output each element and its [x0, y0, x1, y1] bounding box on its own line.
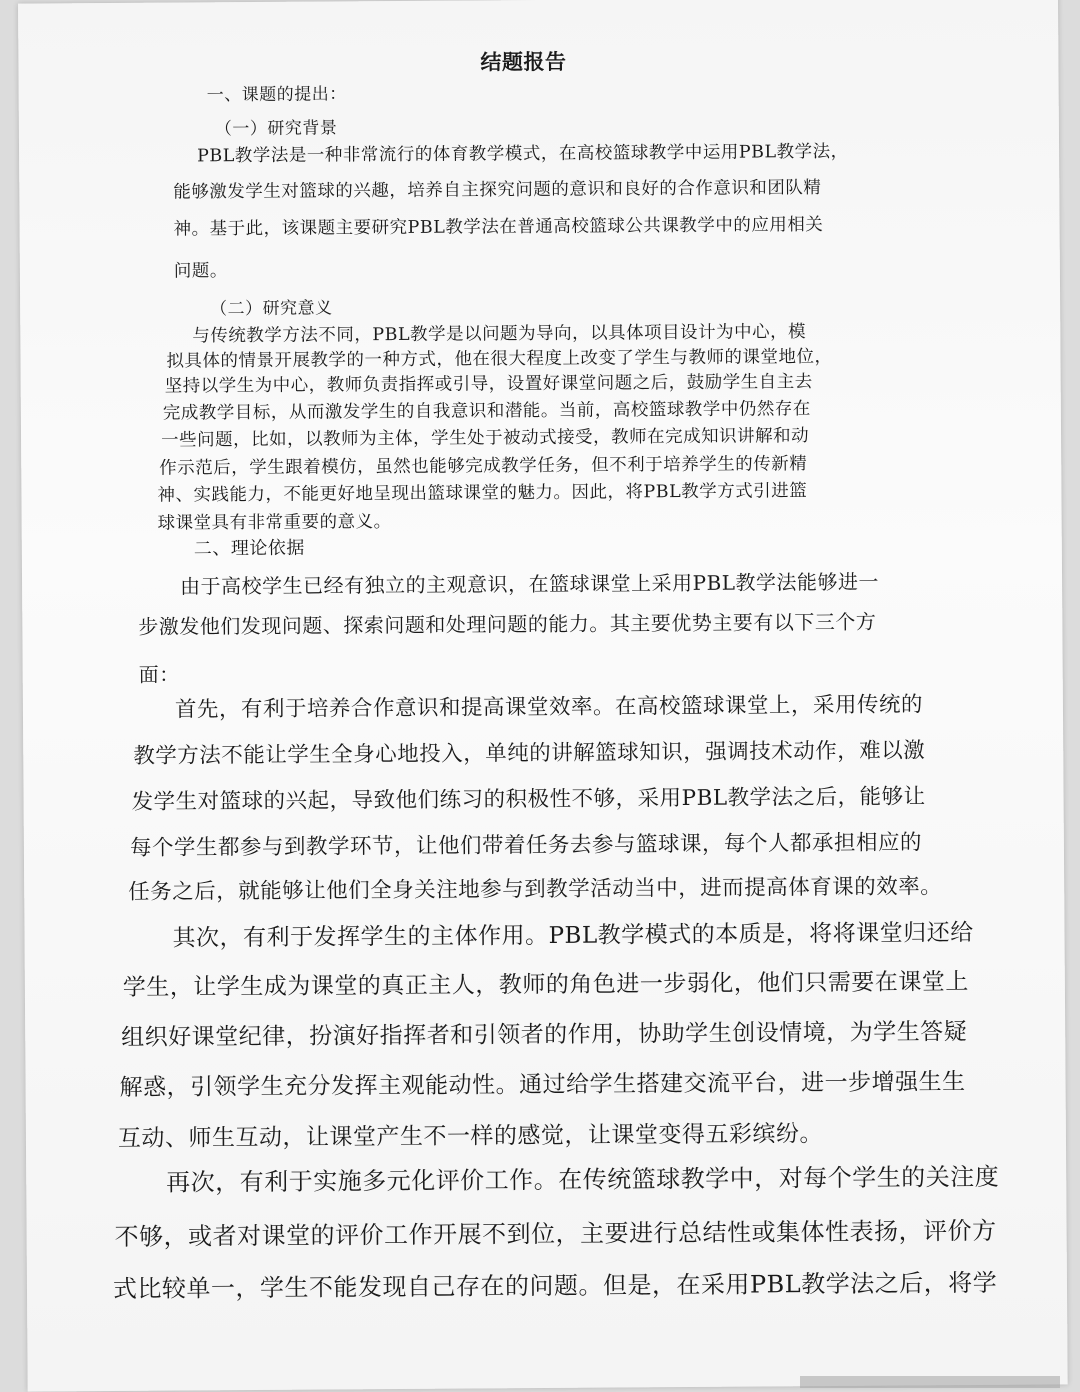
paragraph-line: 拟具体的情景开展教学的一种方式，他在很大程度上改变了学生与教师的课堂地位， — [166, 346, 833, 372]
paragraph-line: 与传统教学方法不同，PBL教学是以问题为导向，以具体项目设计为中心，模 — [192, 322, 807, 347]
paragraph-line: 组织好课堂纪律，扮演好指挥者和引领者的作用，协助学生创设情境，为学生答疑 — [121, 1019, 968, 1051]
paragraph-line: 步激发他们发现问题、探索问题和处理问题的能力。其主要优势主要有以下三个方 — [138, 609, 877, 639]
paragraph-line: 再次，有利于实施多元化评价工作。在传统篮球教学中，对每个学生的关注度 — [166, 1162, 1000, 1197]
document-title: 结题报告 — [480, 48, 567, 75]
document-page — [18, 0, 1068, 1392]
paragraph-line: 式比较单一，学生不能发现自己存在的问题。但是，在采用PBL教学法之后，将学 — [112, 1268, 998, 1303]
paragraph-line: 解惑，引领学生充分发挥主观能动性。通过给学生搭建交流平台，进一步增强生生 — [119, 1069, 966, 1101]
paragraph-line: 由于高校学生已经有独立的主观意识，在篮球课堂上采用PBL教学法能够进一 — [180, 569, 880, 599]
section-heading-2: 二、理论依据 — [193, 537, 305, 560]
paragraph-line: 每个学生都参与到教学环节，让他们带着任务去参与篮球课，每个人都承担相应的 — [129, 830, 922, 861]
paragraph-line: 首先，有利于培养合作意识和提高课堂效率。在高校篮球课堂上，采用传统的 — [174, 692, 924, 723]
paragraph-line: PBL教学法是一种非常流行的体育教学模式，在高校篮球教学中运用PBL教学法， — [197, 141, 849, 167]
subsection-heading-background: （一）研究背景 — [214, 118, 338, 140]
paragraph-line: 其次，有利于发挥学生的主体作用。PBL教学模式的本质是，将将课堂归还给 — [172, 919, 974, 952]
paragraph-line: 能够激发学生对篮球的兴趣，培养自主探究问题的意识和良好的合作意识和团队精 — [173, 178, 822, 203]
paragraph-line: 发学生对篮球的兴起，导致他们练习的积极性不够，采用PBL教学法之后，能够让 — [131, 784, 926, 815]
paragraph-line: 互动、师生互动，让课堂产生不一样的感觉，让课堂变得五彩缤纷。 — [117, 1121, 824, 1152]
paragraph-line: 神。基于此，该课题主要研究PBL教学法在普通高校篮球公共课教学中的应用相关 — [173, 215, 824, 240]
paragraph-line: 一些问题，比如，以教师为主体，学生处于被动式接受，教师在完成知识讲解和动 — [160, 426, 810, 451]
paragraph-line: 教学方法不能让学生全身心地投入，单纯的讲解篮球知识，强调技术动作，难以激 — [133, 738, 926, 769]
paragraph-line: 作示范后，学生跟着模仿，虽然也能够完成教学任务，但不利于培养学生的传新精 — [159, 454, 808, 479]
paragraph-line: 完成教学目标，从而激发学生的自我意识和潜能。当前，高校篮球教学中仍然存在 — [162, 399, 811, 424]
paragraph-line: 球课堂具有非常重要的意义。 — [157, 512, 392, 534]
section-heading-1: 一、课题的提出： — [206, 84, 347, 106]
subsection-heading-significance: （二）研究意义 — [210, 298, 333, 320]
paragraph-line: 坚持以学生为中心，教师负责指挥或引导，设置好课堂问题之后，鼓励学生自主去 — [164, 372, 813, 397]
paragraph-line: 问题。 — [173, 261, 228, 282]
paragraph-line: 神、实践能力，不能更好地呈现出篮球课堂的魅力。因此，将PBL教学方式引进篮 — [157, 481, 808, 506]
paragraph-line: 学生，让学生成为课堂的真正主人，教师的角色进一步弱化，他们只需要在课堂上 — [122, 969, 969, 1001]
background-edge — [800, 1376, 1060, 1388]
paragraph-line: 面： — [138, 662, 180, 687]
paragraph-line: 任务之后，就能够让他们全身关注地参与到教学活动当中，进而提高体育课的效率。 — [128, 874, 943, 905]
paragraph-line: 不够，或者对课堂的评价工作开展不到位，主要进行总结性或集体性表扬，评价方 — [114, 1216, 997, 1251]
